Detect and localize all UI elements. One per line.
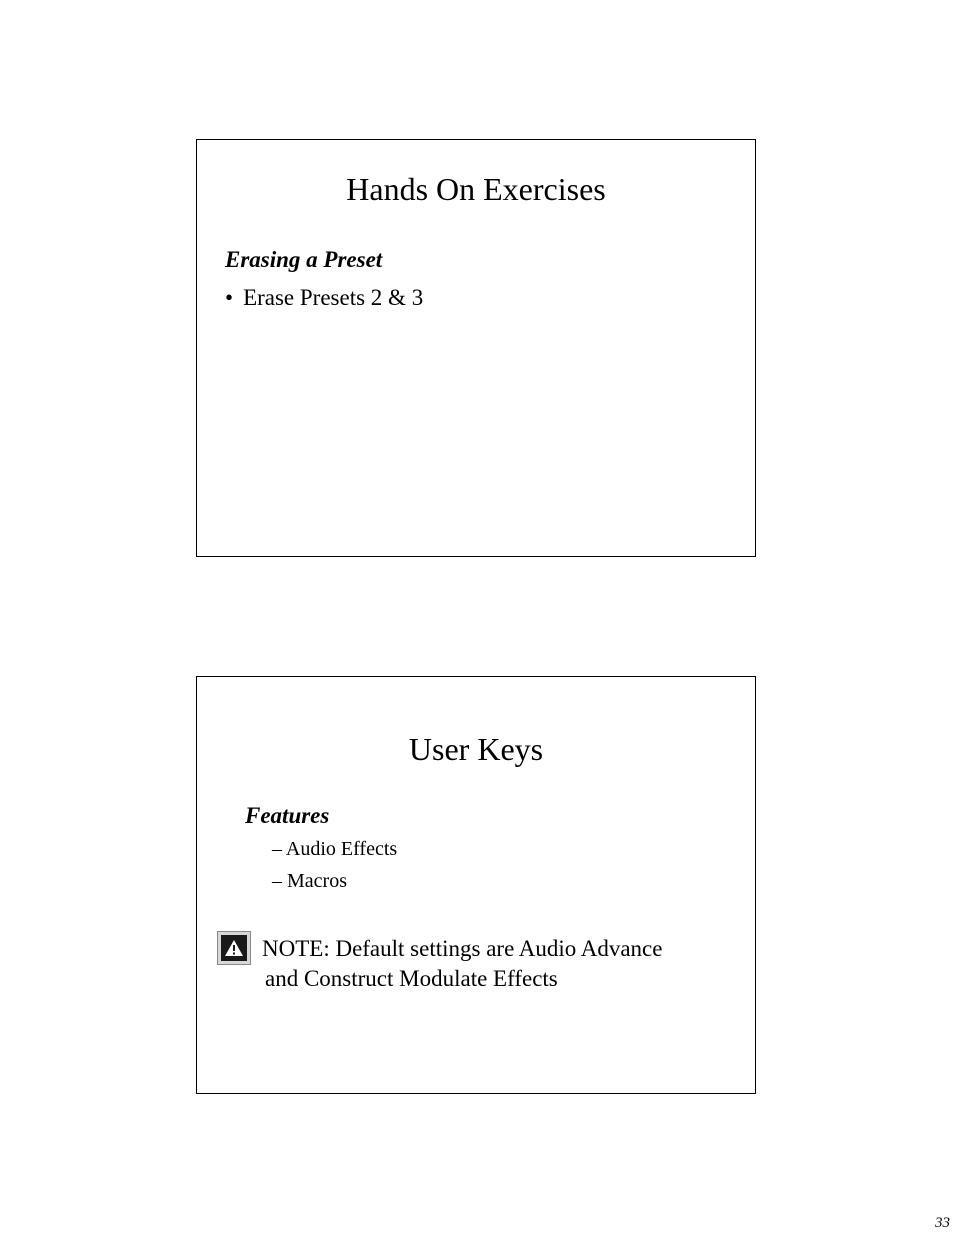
bullet-item: [225, 285, 423, 311]
list-item-text: Macros: [287, 870, 347, 892]
slide-subheading: Erasing a Preset: [225, 247, 383, 272]
note-text: [262, 934, 732, 994]
list-item: [272, 869, 347, 893]
slide-title: Hands On Exercises: [346, 171, 606, 207]
bullet-text: Erase Presets 2 & 3: [243, 285, 424, 310]
slide-subheading: Features: [245, 803, 330, 828]
note-line-1: NOTE: Default settings are Audio Advance: [262, 936, 663, 961]
dash-marker: –: [272, 870, 282, 892]
warning-triangle-icon: [217, 931, 251, 965]
list-item-text: Audio Effects: [285, 838, 398, 860]
list-item: [272, 837, 397, 861]
slide-user-keys: [196, 676, 756, 1094]
bullet-marker: •: [225, 285, 234, 310]
slide-title: User Keys: [408, 731, 544, 767]
page-number: 33: [935, 1215, 950, 1231]
note-line-2: and Construct Modulate Effects: [265, 966, 558, 991]
slide-hands-on-exercises: [196, 139, 756, 557]
dash-marker: –: [272, 838, 282, 860]
